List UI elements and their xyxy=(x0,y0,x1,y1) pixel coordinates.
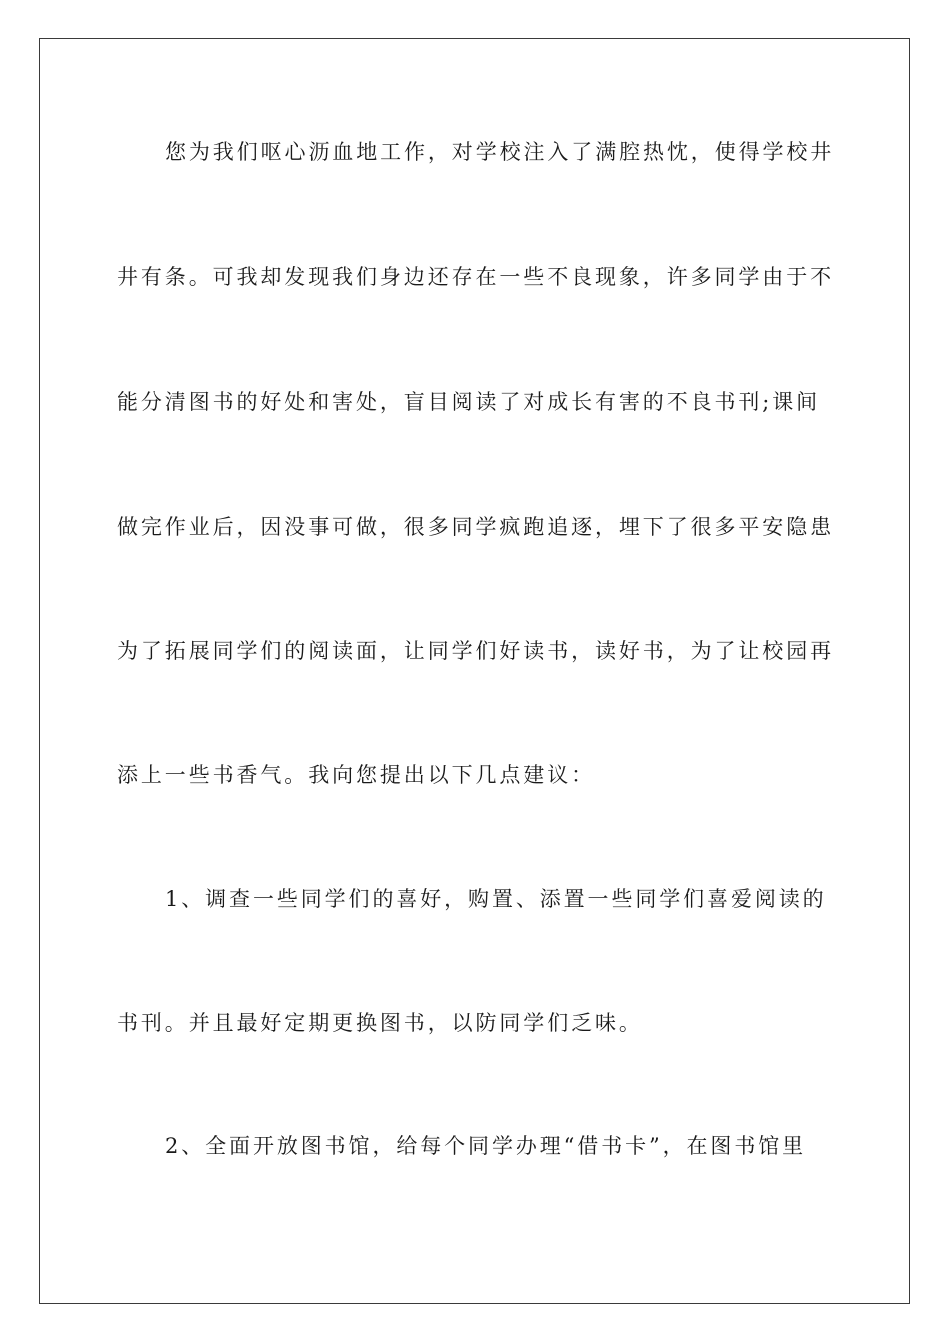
page-border xyxy=(39,38,910,1304)
text-line-4: 做完作业后，因没事可做，很多同学疯跑追逐，埋下了很多平安隐患 xyxy=(117,515,834,539)
text-line-3: 能分清图书的好处和害处，盲目阅读了对成长有害的不良书刊;课间 xyxy=(117,390,821,414)
text-line-1: 您为我们呕心沥血地工作，对学校注入了满腔热忱，使得学校井 xyxy=(165,140,835,164)
text-line-7: 1、调查一些同学们的喜好，购置、添置一些同学们喜爱阅读的 xyxy=(165,887,827,911)
text-line-8: 书刊。并且最好定期更换图书，以防同学们乏味。 xyxy=(117,1011,643,1035)
text-line-9: 2、全面开放图书馆，给每个同学办理“借书卡”，在图书馆里 xyxy=(165,1134,807,1158)
text-line-6: 添上一些书香气。我向您提出以下几点建议： xyxy=(117,763,595,787)
text-line-5: 为了拓展同学们的阅读面，让同学们好读书，读好书，为了让校园再 xyxy=(117,639,834,663)
text-line-2: 井有条。可我却发现我们身边还存在一些不良现象，许多同学由于不 xyxy=(117,265,834,289)
